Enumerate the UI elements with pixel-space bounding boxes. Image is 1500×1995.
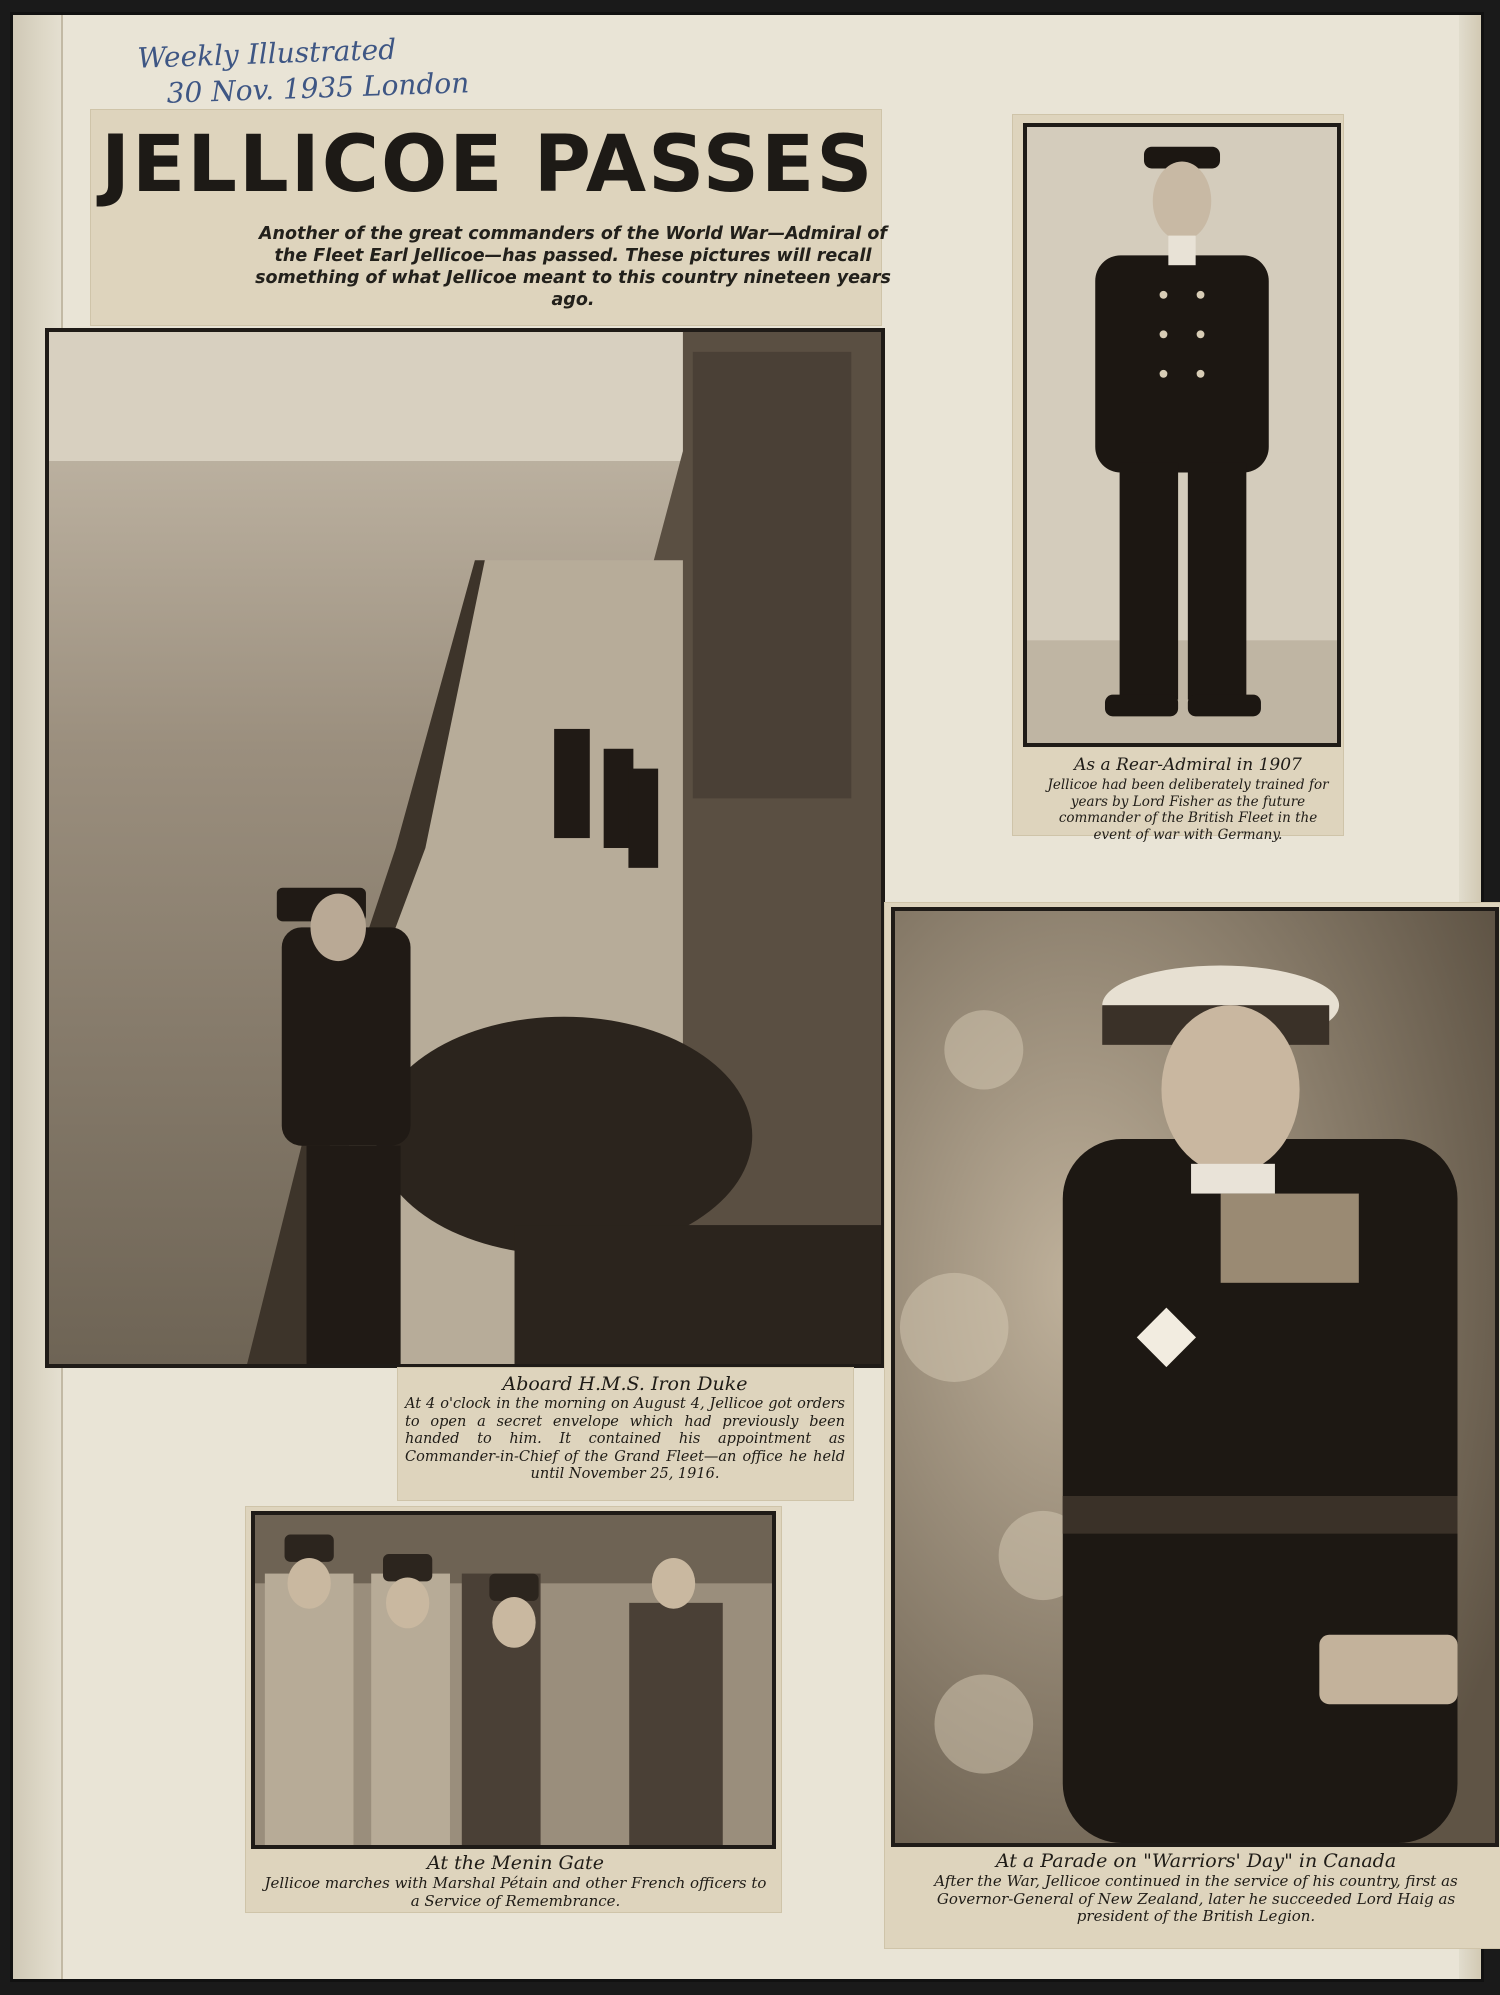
photo-iron-duke [45, 328, 885, 1368]
photo-warriors-day [891, 907, 1499, 1847]
annotation-date: 30 Nov. 1935 London [166, 66, 470, 110]
photo-rear-admiral [1023, 123, 1341, 747]
caption-warriors-day [901, 1849, 1491, 1926]
caption-menin-gate-title: At the Menin Gate [427, 1852, 604, 1874]
photo-menin-gate [251, 1511, 776, 1849]
scrapbook-page [10, 12, 1484, 1982]
rear-admiral-image [1027, 127, 1337, 743]
menin-gate-image [255, 1515, 772, 1845]
annotation-publication: Weekly Illustrated [136, 32, 397, 75]
caption-warriors-day-body: After the War, Jellicoe continued in the service of his country, first as Governor-General of New Zealand, later he succeeded Lord Haig as president of the British Legion. [934, 1872, 1458, 1925]
caption-iron-duke-body: At 4 o'clock in the morning on August 4, Jellicoe got orders to open a secret envelope which had previously been handed to him. It contained his appointment as Commander-in-Chief of the Grand Fleet—an office he held until November 25, 1916. [405, 1396, 845, 1482]
warriors-day-image [895, 911, 1495, 1843]
caption-rear-admiral-body: Jellicoe had been deliberately trained for years by Lord Fisher as the future commander of the British Fleet in the event of war with Germany. [1047, 777, 1329, 843]
caption-iron-duke [405, 1372, 845, 1484]
headline: JELLICOE PASSES [101, 120, 875, 210]
caption-iron-duke-title: Aboard H.M.S. Iron Duke [502, 1373, 748, 1395]
intro-text: Another of the great commanders of the World War—Admiral of the Fleet Earl Jellicoe—has passed. These pictures will recall something of what Jellicoe meant to this country nineteen years ago. [255, 224, 891, 310]
caption-rear-admiral-title: As a Rear-Admiral in 1907 [1074, 755, 1302, 775]
handwritten-annotation [137, 29, 470, 112]
caption-rear-admiral [1043, 753, 1333, 843]
caption-warriors-day-title: At a Parade on "Warriors' Day" in Canada [995, 1850, 1397, 1872]
caption-menin-gate-body: Jellicoe marches with Marshal Pétain and other French officers to a Service of Remembrance. [264, 1874, 767, 1910]
caption-menin-gate [263, 1851, 768, 1910]
iron-duke-image [49, 332, 881, 1364]
